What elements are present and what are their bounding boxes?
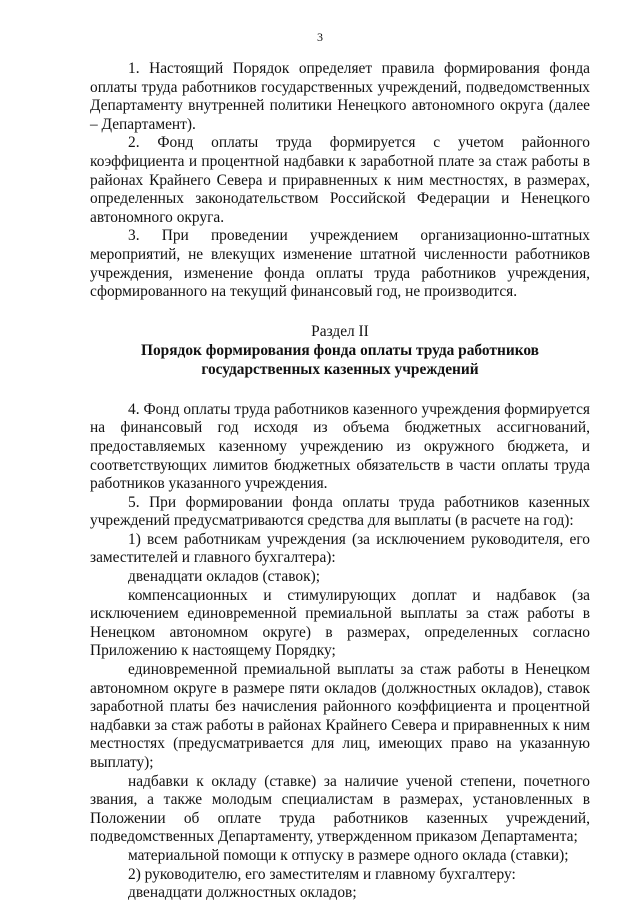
paragraph-2: 2. Фонд оплаты труда формируется с учетом районного коэффициента и процентной надбавки к заработной плате за стаж работы в районах Крайнего Севера и приравненных к ним местностях, в размерах, определенных законодательством Российской Федерации и Ненецкого автономного округа.	[90, 134, 590, 226]
paragraph-5-item-1-a: двенадцати окладов (ставок);	[128, 568, 320, 586]
paragraph-3: 3. При проведении учреждением организационно-штатных мероприятий, не влекущих изменение штатной численности работников учреждения, изменение фонда оплаты труда работников учреждения, сформированного на текущий финансовый год, не производится.	[90, 227, 590, 301]
paragraph-5-item-1-c: единовременной премиальной выплаты за стаж работы в Ненецком автономном округе в размере пяти окладов (должностных окладов), ставок заработной платы без начисления районного коэффициента и процентной надбавки за стаж работы в районах Крайнего Севера и приравненных к ним местностях (предусматривается для лиц, имеющих право на указанную выплату);	[90, 661, 590, 771]
paragraph-1: 1. Настоящий Порядок определяет правила формирования фонда оплаты труда работников государственных учреждений, подведомственных Департаменту внутренней политики Ненецкого автономного округа (далее – Департамент).	[90, 60, 590, 133]
document-body	[90, 60, 590, 903]
section-label: Раздел II	[311, 322, 369, 340]
paragraph-5: 5. При формировании фонда оплаты труда работников казенных учреждений предусматриваются средства для выплаты (в расчете на год):	[90, 493, 590, 530]
paragraph-5-item-2-a: двенадцати должностных окладов;	[128, 884, 357, 902]
paragraph-5-item-2: 2) руководителю, его заместителям и главному бухгалтеру:	[128, 865, 516, 883]
paragraph-5-item-1-d: надбавки к окладу (ставке) за наличие ученой степени, почетного звания, а также молодым специалистам в размерах, установленных в Положении об оплате труда работников казенных учреждений, подведомственных Департаменту, утвержденном приказом Департамента;	[90, 772, 590, 846]
paragraph-5-item-1-e: материальной помощи к отпуску в размере одного оклада (ставки);	[128, 846, 569, 864]
section-title: Порядок формирования фонда оплаты труда работников государственных казенных учреждений	[141, 341, 539, 378]
paragraph-5-item-1-b: компенсационных и стимулирующих доплат и надбавок (за исключением единовременной премиальной выплаты за стаж работы в Ненецком автономном округе) в размерах, определенных согласно Приложению к настоящему Порядку;	[90, 586, 590, 660]
page-number: 3	[317, 30, 323, 44]
paragraph-4: 4. Фонд оплаты труда работников казенного учреждения формируется на финансовый год исходя из объема бюджетных ассигнований, предоставляемых казенному учреждению из окружного бюджета, и соответствующих лимитов бюджетных обязательств в части оплаты труда работников указанного учреждения.	[90, 400, 590, 493]
paragraph-5-item-1: 1) всем работникам учреждения (за исключением руководителя, его заместителей и главного бухгалтера):	[90, 530, 590, 567]
